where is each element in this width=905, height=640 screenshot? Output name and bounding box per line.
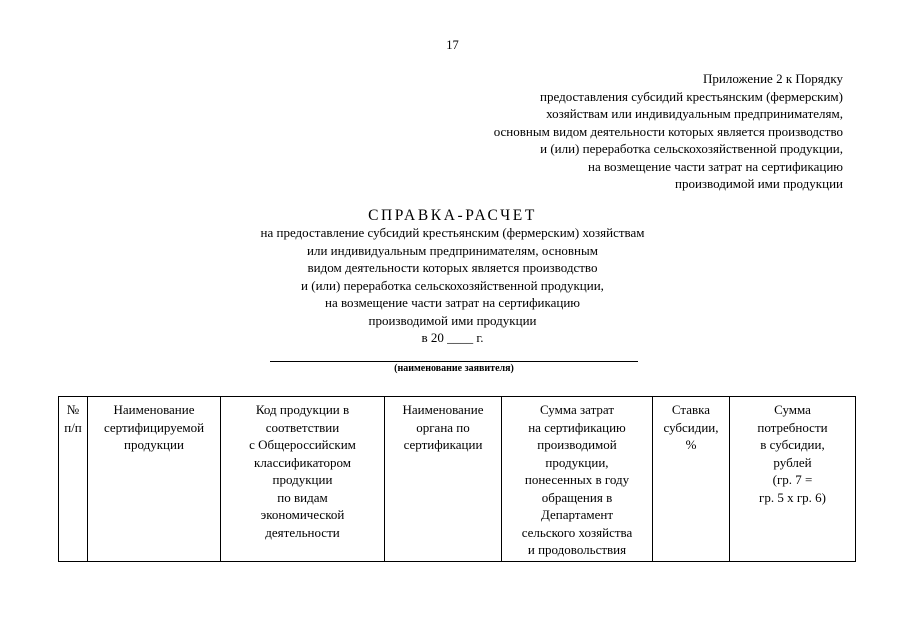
header-line: Код продукции в [255,402,350,417]
header-line: продукции, [545,454,609,470]
header-line: понесенных в году [524,472,630,487]
appendix-line: хозяйствам или индивидуальным предпринимателям, [546,106,843,121]
header-number [59,397,88,562]
header-product-name [88,397,221,562]
header-line: гр. 5 х гр. 6) [759,489,826,505]
header-certification-costs [502,397,653,562]
appendix-note [343,70,843,193]
document-subtitle [0,224,905,347]
appendix-line: основным видом деятельности которых является производство [493,123,843,139]
appendix-line: производимой ими продукции [674,176,843,191]
header-line: сертифицируемой [103,419,205,435]
header-line: по видам [277,489,328,505]
header-certification-body [385,397,502,562]
subtitle-line: производимой ими продукции [368,312,537,328]
header-product-code [221,397,385,562]
document-title: СПРАВКА-РАСЧЕТ [368,207,537,224]
header-line: % [685,437,697,452]
page-number: 17 [446,38,459,52]
header-line: № [66,402,80,417]
header-line: органа по [416,419,470,435]
header-line: Наименование [113,402,195,417]
header-line: экономической [260,507,345,522]
appendix-line: предоставления субсидий крестьянским (фермерским) [540,88,843,104]
subtitle-line: на предоставление субсидий крестьянским (фермерским) хозяйствам [260,225,645,240]
header-line: Наименование [402,402,484,417]
header-line: продукции [272,472,333,487]
subtitle-line: и (или) переработка сельскохозяйственной продукции, [301,277,604,293]
header-line: продукции [124,437,184,452]
header-line: соответствии [265,419,340,435]
header-line: сертификации [403,437,483,452]
calculation-table [58,396,856,562]
header-line: в субсидии, [760,437,825,452]
table-header-row [59,397,856,562]
header-line: Ставка [671,402,711,417]
header-line: на сертификацию [528,419,626,435]
header-line: Департамент [540,507,614,522]
header-line: сельского хозяйства [521,524,633,540]
subtitle-line: или индивидуальным предпринимателям, основным [307,242,598,258]
appendix-line: на возмещение части затрат на сертификацию [588,158,843,174]
header-line: субсидии, [663,419,719,435]
subtitle-line: на возмещение части затрат на сертификацию [325,295,580,310]
appendix-line: Приложение 2 к Порядку [703,71,843,86]
header-line: обращения в [541,489,613,505]
header-line: классификатором [254,454,351,470]
header-line: п/п [64,419,82,435]
header-line: деятельности [265,524,340,540]
header-line: Сумма [774,402,811,417]
applicant-underline [270,361,638,362]
header-line: и продовольствия [527,542,627,557]
appendix-line: и (или) переработка сельскохозяйственной продукции, [540,141,843,156]
header-line: производимой [537,437,617,452]
applicant-caption: (наименование заявителя) [394,363,514,374]
header-line: рублей [773,454,812,470]
subtitle-year-line: в 20 ____ г. [421,330,484,345]
header-line: Сумма затрат [539,402,615,417]
header-subsidy-rate [653,397,730,562]
subtitle-line: видом деятельности которых является производство [307,260,598,275]
header-line: (гр. 7 = [772,472,813,487]
header-line: с Общероссийским [249,437,356,452]
header-line: потребности [757,419,828,435]
header-subsidy-need [730,397,856,562]
